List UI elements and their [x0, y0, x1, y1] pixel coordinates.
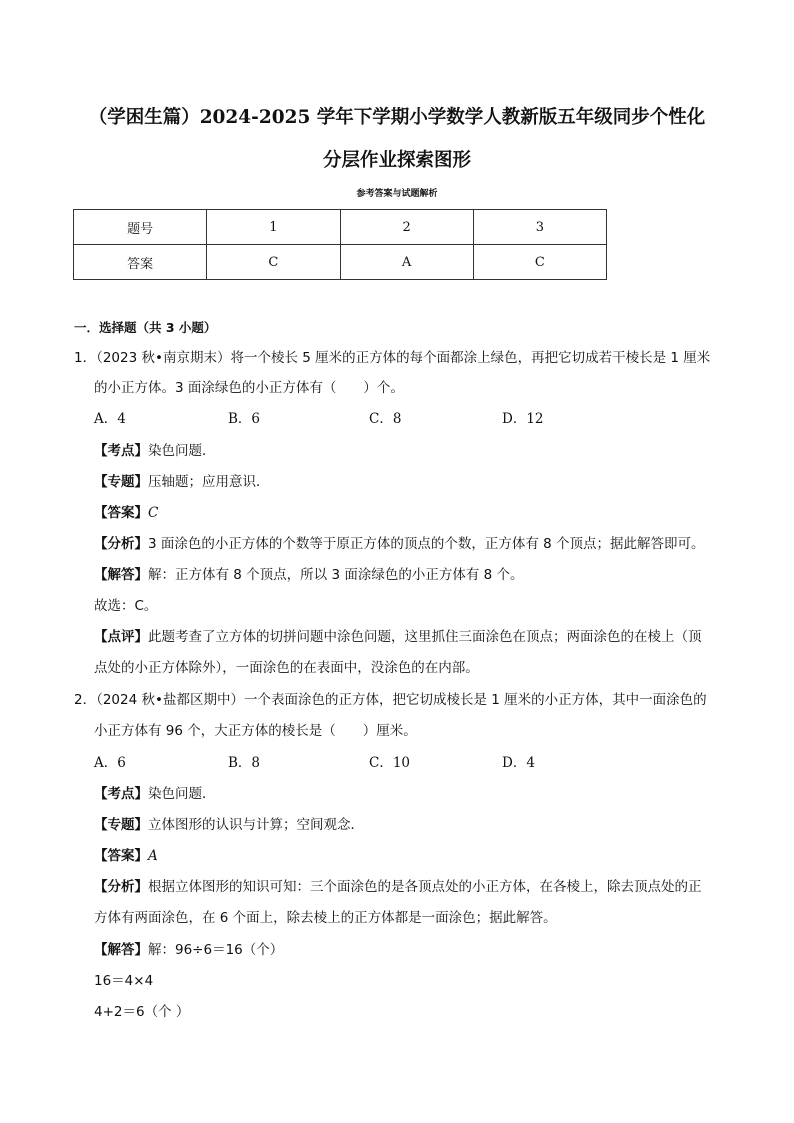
label-zhuanti: 【专题】 [94, 474, 148, 490]
q1-zhuanti [94, 472, 270, 492]
table-cell: 题号 [74, 210, 207, 245]
q2-stem-line1: 2．（2024 秋•盐都区期中）一个表面涂色的正方体，把它切成棱长是 1 厘米的小正方体，其中一面涂色的 [74, 692, 707, 708]
label-dianping: 【点评】 [94, 629, 148, 645]
label-daan: 【答案】 [94, 505, 148, 521]
q2-jieda-text: 解：96÷6＝16（个） [148, 942, 284, 958]
table-cell: 2 [340, 210, 473, 245]
label-jieda: 【解答】 [94, 942, 148, 958]
label-daan: 【答案】 [94, 848, 148, 864]
q2-calc1: 16＝4×4 [94, 973, 154, 989]
q1-jieda [94, 565, 524, 585]
q2-option-a: A．6 [94, 755, 126, 771]
q2-option-b: B．8 [228, 755, 261, 771]
table-cell: C [473, 245, 606, 280]
q2-option-c: C．10 [369, 755, 411, 771]
table-cell: 3 [473, 210, 606, 245]
label-fenxi: 【分析】 [94, 879, 148, 895]
q2-calc2: 4+2＝6（个 ） [94, 1004, 190, 1020]
label-zhuanti: 【专题】 [94, 817, 148, 833]
q2-fenxi [94, 877, 702, 897]
q2-kaodian-text: 染色问题． [148, 786, 216, 802]
table-cell: A [340, 245, 473, 280]
q2-option-d: D．4 [502, 755, 535, 771]
q1-kaodian [94, 441, 216, 461]
q1-option-a: A．4 [94, 411, 126, 427]
q2-stem-line2: 小正方体有 96 个，大正方体的棱长是（ ）厘米。 [94, 723, 417, 739]
q1-option-d: D．12 [502, 411, 544, 427]
document-subtitle: 参考答案与试题解析 [356, 189, 438, 199]
q1-option-b: B．6 [228, 411, 261, 427]
q1-stem-line1: 1．（2023 秋•南京期末）将一个棱长 5 厘米的正方体的每个面都涂上绿色，再把它切成若干棱长是 1 厘米 [74, 350, 711, 366]
q2-fenxi-text: 根据立体图形的知识可知：三个面涂色的是各顶点处的小正方体，在各棱上，除去顶点处的正 [148, 879, 702, 895]
q1-zhuanti-text: 压轴题；应用意识． [148, 474, 270, 490]
label-fenxi: 【分析】 [94, 536, 148, 552]
q1-fenxi-text: 3 面涂色的小正方体的个数等于原正方体的顶点的个数，正方体有 8 个顶点；据此解答即可。 [148, 536, 705, 552]
table-cell: 答案 [74, 245, 207, 280]
label-kaodian: 【考点】 [94, 443, 148, 459]
q1-jieda-text: 解：正方体有 8 个顶点，所以 3 面涂绿色的小正方体有 8 个。 [148, 567, 524, 583]
label-kaodian: 【考点】 [94, 786, 148, 802]
document-title-line2: 分层作业探索图形 [322, 150, 471, 171]
document-title-line1: （学困生篇）2024-2025 学年下学期小学数学人教新版五年级同步个性化 [88, 107, 706, 128]
q1-stem-line2: 的小正方体。3 面涂绿色的小正方体有（ ）个。 [94, 380, 404, 396]
q1-option-c: C．8 [369, 411, 402, 427]
q1-dianping-text: 此题考查了立方体的切拼问题中涂色问题，这里抓住三面涂色在顶点；两面涂色的在棱上（顶 [148, 629, 702, 645]
answer-table-header-row [74, 210, 607, 245]
q2-daan [94, 846, 158, 866]
q2-zhuanti [94, 815, 364, 835]
q2-kaodian [94, 784, 216, 804]
q1-answer-value: C [148, 505, 159, 521]
label-jieda: 【解答】 [94, 567, 148, 583]
table-cell: 1 [207, 210, 340, 245]
section-heading: 一．选择题（共 3 小题） [74, 320, 217, 335]
q2-fenxi-line2: 方体有两面涂色，在 6 个面上，除去棱上的正方体都是一面涂色；据此解答。 [94, 910, 557, 926]
q1-fenxi [94, 534, 705, 554]
answer-table [73, 209, 607, 280]
q1-dianping-line2: 点处的小正方体除外），一面涂色的在表面中，没涂色的在内部。 [94, 660, 479, 676]
q1-dianping [94, 627, 702, 647]
q2-answer-value: A [148, 848, 158, 864]
q1-kaodian-text: 染色问题． [148, 443, 216, 459]
q1-daan [94, 503, 158, 523]
table-cell: C [207, 245, 340, 280]
answer-table-answer-row [74, 245, 607, 280]
q2-jieda [94, 940, 283, 960]
q2-zhuanti-text: 立体图形的认识与计算；空间观念． [148, 817, 364, 833]
q1-guxuan: 故选：C。 [94, 598, 158, 614]
